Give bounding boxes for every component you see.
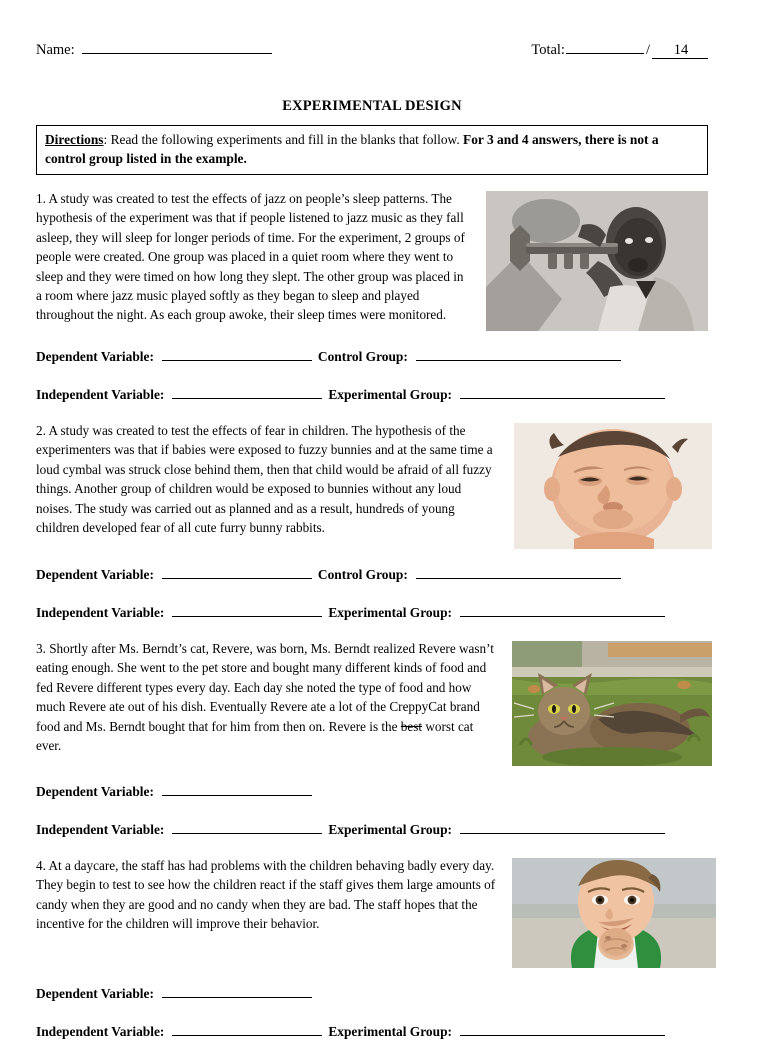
question-1-answers xyxy=(36,335,732,403)
answer-row-dependent-4 xyxy=(36,984,732,1002)
tabby-cat-photo xyxy=(512,641,712,766)
independent-variable-label: Independent Variable: xyxy=(36,605,165,620)
question-3-text-after: worst cat ever. xyxy=(36,718,474,754)
total-field xyxy=(531,40,708,59)
experimental-group-label: Experimental Group: xyxy=(328,822,452,837)
experimental-group-blank[interactable] xyxy=(460,385,665,399)
answer-row-independent-experimental-4 xyxy=(36,1022,732,1040)
independent-variable-label: Independent Variable: xyxy=(36,1024,165,1039)
directions-box xyxy=(36,125,708,175)
question-3-body xyxy=(36,639,732,770)
question-3-text-before: 3. Shortly after Ms. Berndt’s cat, Revere, was born, Ms. Berndt realized Revere wasn’t eating enough. She went to the pet store and bought many different kinds of food and fed Revere different types every day. Each day she noted the type of food and how much Revere ate out of his dish. Eventually Revere ate a lot of the CreppyCat brand food and Ms. Berndt bought that for him from then on. Revere is the xyxy=(36,641,494,734)
question-block-4 xyxy=(36,856,732,1040)
question-1-body xyxy=(36,189,732,335)
directions-text: Read the following experiments and fill in the blanks that follow. xyxy=(107,132,464,147)
experimental-group-label: Experimental Group: xyxy=(328,1024,452,1039)
question-block-3 xyxy=(36,639,732,838)
crying-baby-photo xyxy=(514,423,712,549)
independent-variable-blank[interactable] xyxy=(172,603,322,617)
control-group-blank[interactable] xyxy=(416,565,621,579)
name-input-blank[interactable] xyxy=(82,40,272,54)
name-label: Name: xyxy=(36,42,75,58)
question-1-text: 1. A study was created to test the effects of jazz on people’s sleep patterns. The hypothesis of the experiment was that if people listened to jazz music as they fall asleep, they will sleep for longer periods of time. For the experiment, 2 groups of people were created. One group was placed in a quiet room where they went to sleep and they were timed on how long they slept. The other group was placed in a room where jazz music played softly as they began to sleep and played throughout the night. As each group awoke, their sleep times were monitored. xyxy=(36,191,465,323)
independent-variable-label: Independent Variable: xyxy=(36,822,165,837)
question-3-strikethrough-word: best xyxy=(400,718,423,734)
control-group-label: Control Group: xyxy=(317,349,408,364)
experimental-group-blank[interactable] xyxy=(460,820,665,834)
control-group-blank[interactable] xyxy=(416,347,621,361)
answer-row-dependent-control-1 xyxy=(36,347,732,365)
question-3-answers xyxy=(36,770,732,838)
independent-variable-label: Independent Variable: xyxy=(36,387,165,402)
question-block-2 xyxy=(36,421,732,621)
dependent-variable-label: Dependent Variable: xyxy=(36,349,154,364)
experimental-group-label: Experimental Group: xyxy=(328,605,452,620)
question-4-answers xyxy=(36,972,732,1040)
answer-row-independent-experimental-1 xyxy=(36,385,732,403)
question-2-body xyxy=(36,421,732,553)
dependent-variable-label: Dependent Variable: xyxy=(36,986,154,1001)
control-group-label: Control Group: xyxy=(317,567,408,582)
directions-note: For 3 and 4 answers, there is not a control group listed in the example. xyxy=(45,132,659,166)
experimental-group-blank[interactable] xyxy=(460,603,665,617)
question-4-text: 4. At a daycare, the staff has had problems with the children behaving badly every day. They begin to test to see how the children react if the staff gives them large amounts of candy when they are good and no candy when they are bad. The staff hopes that the incentive for the children will improve their behavior. xyxy=(36,858,496,932)
directions-label: Directions xyxy=(45,132,104,147)
question-2-text: 2. A study was created to test the effects of fear in children. The hypothesis of the experimenters was that if babies were exposed to fuzzy bunnies and at the same time a loud cymbal was struck close behind them, then that child would be afraid of all fuzzy things. Another group of children would be exposed to bunnies without any loud noises. The study was carried out as planned and as a result, hundreds of young children developed fear of all cute furry bunny rabbits. xyxy=(36,423,493,536)
dependent-variable-blank[interactable] xyxy=(162,347,312,361)
total-label: Total: xyxy=(531,42,565,58)
independent-variable-blank[interactable] xyxy=(172,385,322,399)
question-4-body xyxy=(36,856,732,972)
directions-separator: : xyxy=(103,132,108,147)
question-block-1 xyxy=(36,189,732,403)
jazz-trumpeter-photo xyxy=(486,191,708,331)
dependent-variable-blank[interactable] xyxy=(162,565,312,579)
dependent-variable-label: Dependent Variable: xyxy=(36,567,154,582)
dependent-variable-label: Dependent Variable: xyxy=(36,784,154,799)
experimental-group-label: Experimental Group: xyxy=(328,387,452,402)
page-title: EXPERIMENTAL DESIGN xyxy=(282,98,462,114)
experimental-group-blank[interactable] xyxy=(460,1022,665,1036)
total-score-blank[interactable] xyxy=(566,40,644,54)
independent-variable-blank[interactable] xyxy=(172,1022,322,1036)
toddler-fist-photo xyxy=(512,858,716,968)
question-2-answers xyxy=(36,553,732,621)
header xyxy=(36,0,732,82)
answer-row-dependent-3 xyxy=(36,782,732,800)
answer-row-dependent-control-2 xyxy=(36,565,732,583)
dependent-variable-blank[interactable] xyxy=(162,782,312,796)
answer-row-independent-experimental-2 xyxy=(36,603,732,621)
name-field xyxy=(36,40,272,59)
dependent-variable-blank[interactable] xyxy=(162,984,312,998)
answer-row-independent-experimental-3 xyxy=(36,820,732,838)
independent-variable-blank[interactable] xyxy=(172,820,322,834)
total-possible-points: 14 xyxy=(652,43,708,59)
total-slash: / xyxy=(645,42,650,58)
